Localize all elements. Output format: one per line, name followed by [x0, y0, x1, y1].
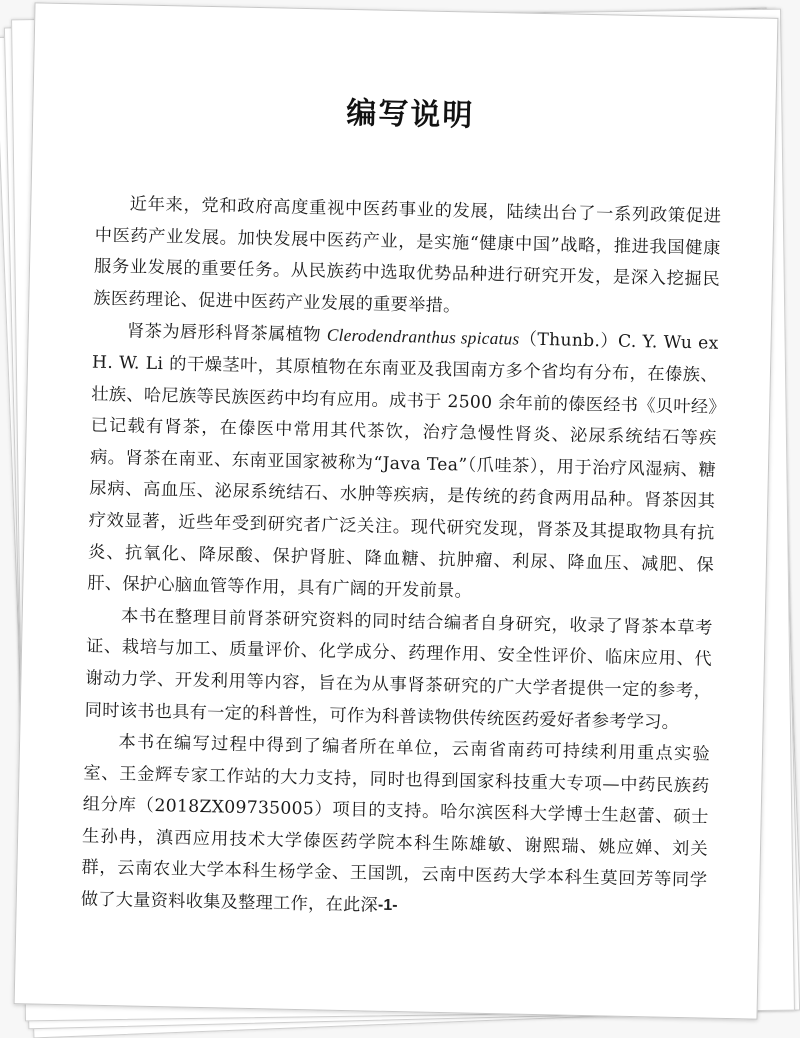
paragraph-intro: 近年来，党和政府高度重视中医药事业的发展，陆续出台了一系列政策促进中医药产业发展。加快发展中医药产业，是实施“健康中国”战略，推进我国健康服务业发展的重要任务。从民族药中选取优势品种进行研究开发，是深入挖掘民族医药理论、促进中医药产业发展的重要举措。	[93, 194, 722, 317]
page-number: -1-	[377, 896, 398, 915]
page-title: 编写说明	[345, 95, 475, 134]
paragraph-kidney-tea-lead: 肾茶为唇形科肾茶属植物	[126, 321, 328, 346]
paragraph-acknowledgements: 本书在编写过程中得到了编者所在单位，云南省南药可持续利用重点实验室、王金辉专家工作站的大力支持，同时也得到国家科技重大专项—中药民族药组分库（2018ZX09735005）项目的支持。哈尔滨医科大学博士生赵蕾、硕士生孙冉，滇西应用技术大学傣医药学院本科生陈雄敏、谢熙瑞、姚应婵、刘关群，云南农业大学本科生杨学金、王国凯，云南中医药大学本科生莫回芳等同学做了大量资料收集及整理工作，在此深	[80, 732, 711, 916]
paragraph-kidney-tea-body: （Thunb.）C. Y. Wu ex H. W. Li 的干燥茎叶，其原植物在东南亚及我国南方多个省均有分布，在傣族、壮族、哈尼族等民族医药中均有应用。成书于 2500 余年前的傣医经书《贝叶经》已记载有肾茶，在傣医中常用其代茶饮，治疗急慢性肾炎、泌尿系统结石等疾病。肾茶在南亚、东南亚国家被称为“Java Tea”（爪哇茶），用于治疗风湿病、糖尿病、高血压、泌尿系统结石、水肿等疾病，是传统的药食两用品种。肾茶因其疗效显著，近些年受到研究者广泛关注。现代研究发现，肾茶及其提取物具有抗炎、抗氧化、降尿酸、保护肾脏、降血糖、抗肿瘤、利尿、降血压、减肥、保肝、保护心脑血管等作用，具有广阔的开发前景。	[87, 329, 719, 602]
latin-species-name: Clerodendranthus spicatus	[326, 325, 520, 349]
paragraph-kidney-tea	[87, 315, 719, 613]
paragraph-book-scope: 本书在整理目前肾茶研究资料的同时结合编者自身研究，收录了肾茶本草考证、栽培与加工、质量评价、化学成分、药理作用、安全性评价、临床应用、代谢动力学、开发利用等内容，旨在为从事肾茶研究的广大学者提供一定的参考，同时该书也具有一定的科普性，可作为科普读物供传统医药爱好者参考学习。	[84, 605, 713, 733]
document-page	[14, 2, 779, 1019]
